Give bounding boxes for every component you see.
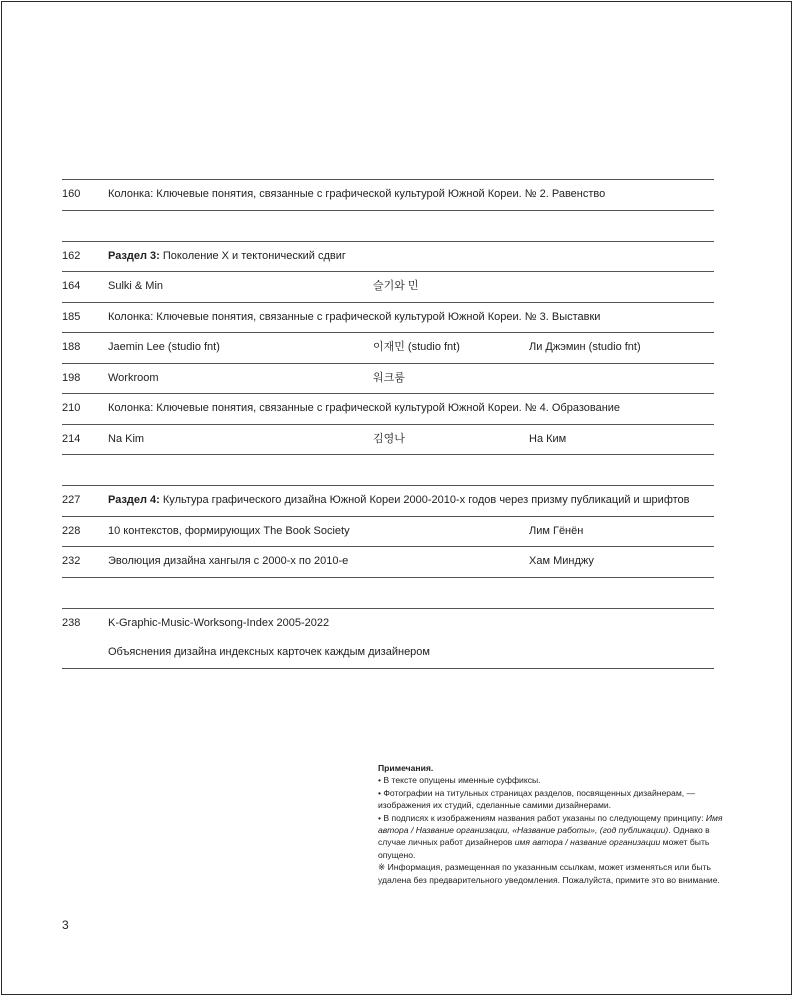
notes-italic: имя автора / название организации (514, 837, 661, 848)
notes-text: может быть опущено. (378, 837, 710, 860)
toc-title: Колонка: Ключевые понятия, связанные с графической культурой Южной Кореи. № 3. Выставки (108, 310, 601, 323)
toc-korean-name: 슬기와 민 (373, 280, 419, 292)
toc-row (62, 179, 714, 211)
toc-row (62, 332, 714, 363)
toc-page-number: 232 (62, 555, 81, 567)
section-title: Поколение X и тектонический сдвиг (159, 249, 346, 262)
toc-page-number: 160 (62, 188, 81, 200)
notes-text: . Однако в случае личных работ дизайнеров (378, 825, 710, 848)
notes-item: ※ Информация, размещенная по указанным ссылкам, может изменяться или быть удалена без предварительного уведомления. Пожалуйста, примите это во внимание. (378, 862, 720, 885)
section-label: Раздел 4: (108, 494, 160, 506)
toc-page-number: 227 (62, 494, 81, 506)
toc-russian-name: Хам Минджу (529, 555, 594, 567)
toc-russian-name: Лим Гёнён (529, 524, 584, 537)
toc-page-number: 228 (62, 524, 81, 537)
toc-title: 10 контекстов, формирующих The Book Society (108, 524, 350, 537)
page-number: 3 (62, 918, 69, 932)
toc-russian-name: Ли Джэмин (studio fnt) (529, 341, 641, 353)
toc-row (62, 302, 714, 333)
toc-title: Эволюция дизайна хангыля с 2000-х по 2010-е (108, 555, 349, 567)
toc-page-number: 198 (62, 371, 81, 384)
notes-item: • В тексте опущены именные суффиксы. (378, 775, 541, 786)
toc-title (108, 242, 346, 272)
toc-title: Колонка: Ключевые понятия, связанные с графической культурой Южной Кореи. № 2. Равенство (108, 188, 606, 200)
notes-item (378, 812, 723, 862)
toc-page-number: 188 (62, 341, 81, 353)
toc-page-number: 162 (62, 249, 81, 262)
notes-text: • В подписях к изображениям названия работ указаны по следующему принципу: (378, 812, 706, 823)
toc-title: Na Kim (108, 432, 145, 445)
toc-row (62, 546, 714, 578)
toc-row (62, 485, 714, 516)
table-of-contents (62, 179, 714, 669)
toc-korean-name: 이재민 (studio fnt) (373, 341, 460, 353)
toc-title: Jaemin Lee (studio fnt) (108, 341, 220, 353)
section-label: Раздел 3: (108, 249, 160, 262)
notes-title: Примечания. (378, 763, 434, 773)
toc-title: Колонка: Ключевые понятия, связанные с графической культурой Южной Кореи. № 4. Образование (108, 402, 621, 414)
toc-row (62, 516, 714, 547)
toc-row (62, 638, 714, 669)
toc-row (62, 363, 714, 394)
toc-row (62, 608, 714, 639)
toc-title: Sulki & Min (108, 280, 164, 292)
toc-title (108, 486, 690, 516)
toc-title: K-Graphic-Music-Worksong-Index 2005-2022 (108, 616, 330, 629)
toc-row (62, 241, 714, 272)
toc-page-number: 238 (62, 616, 81, 629)
toc-title: Workroom (108, 371, 159, 384)
toc-row (62, 393, 714, 424)
toc-page-number: 185 (62, 310, 81, 323)
toc-page-number: 164 (62, 280, 81, 292)
toc-title: Объяснения дизайна индексных карточек каждым дизайнером (108, 646, 430, 658)
toc-korean-name: 김영나 (373, 432, 405, 445)
toc-page-number: 214 (62, 432, 81, 445)
section-title: Культура графического дизайна Южной Кореи 2000-2010-х годов через призму публикаций и шрифтов (159, 494, 690, 506)
notes-italic: Имя автора / Название организации, «Название работы», (год публикации) (378, 812, 723, 836)
toc-row (62, 424, 714, 456)
toc-page-number: 210 (62, 402, 81, 414)
toc-russian-name: На Ким (529, 432, 567, 445)
toc-row (62, 271, 714, 302)
toc-korean-name: 워크룸 (373, 371, 405, 384)
notes-item: • Фотографии на титульных страницах разделов, посвященных дизайнерам, — изображения их студий, сделанные самими дизайнерами. (378, 787, 696, 811)
notes-block (378, 762, 723, 886)
